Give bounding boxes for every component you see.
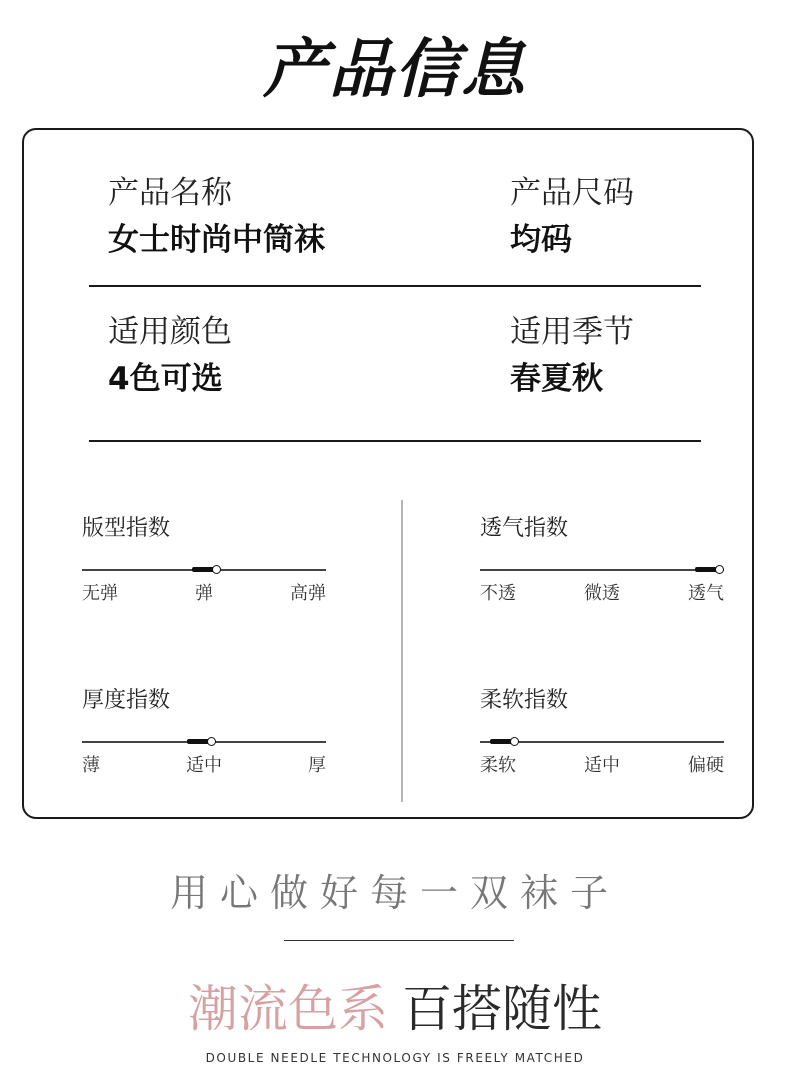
divider-line — [89, 285, 701, 287]
breathability-index — [480, 516, 730, 604]
thickness-index-title: 厚度指数 — [82, 688, 171, 713]
fit-index — [82, 516, 332, 604]
breathability-index-title: 透气指数 — [480, 516, 569, 541]
info-product-size — [510, 175, 634, 258]
slogan: 用心做好每一双袜子 — [169, 871, 620, 915]
scale-label-high: 偏硬 — [688, 755, 724, 776]
info-color — [108, 314, 232, 397]
fit-index-scale — [82, 579, 332, 604]
scale-label-mid: 适中 — [186, 755, 222, 776]
slogan-divider — [284, 940, 514, 941]
divider-line — [89, 440, 701, 442]
softness-index-title: 柔软指数 — [480, 688, 569, 713]
scale-label-mid: 微透 — [584, 583, 620, 604]
softness-index-track — [480, 741, 724, 743]
scale-label-low: 不透 — [480, 583, 516, 604]
scale-label-mid: 适中 — [584, 755, 620, 776]
softness-index-knob — [510, 737, 519, 746]
scale-label-high: 厚 — [308, 755, 326, 776]
scale-label-low: 柔软 — [480, 755, 516, 776]
thickness-index-knob — [207, 737, 216, 746]
thickness-index-scale — [82, 751, 332, 776]
softness-index-scale — [480, 751, 730, 776]
bottom-headline — [0, 982, 790, 1037]
fit-index-title: 版型指数 — [82, 516, 171, 541]
product-size-label: 产品尺码 — [510, 175, 634, 211]
headline-dark: 百搭随性 — [402, 980, 602, 1038]
breathability-index-knob — [715, 565, 724, 574]
breathability-index-track — [480, 569, 724, 571]
scale-label-high: 透气 — [688, 583, 724, 604]
softness-index — [480, 688, 730, 776]
product-name-value: 女士时尚中筒袜 — [108, 222, 325, 258]
vertical-divider — [401, 500, 403, 802]
page-title: 产品信息 — [263, 33, 527, 107]
scale-label-mid: 弹 — [195, 583, 213, 604]
english-tagline: DOUBLE NEEDLE TECHNOLOGY IS FREELY MATCHED — [205, 1051, 585, 1065]
thickness-index — [82, 688, 332, 776]
info-season — [510, 314, 634, 397]
thickness-index-track — [82, 741, 326, 743]
fit-index-track — [82, 569, 326, 571]
product-name-label: 产品名称 — [108, 175, 232, 211]
scale-label-low: 无弹 — [82, 583, 118, 604]
product-info-card — [22, 128, 754, 819]
season-label: 适用季节 — [510, 314, 634, 350]
info-product-name — [108, 175, 325, 258]
fit-index-knob — [212, 565, 221, 574]
color-label: 适用颜色 — [108, 314, 232, 350]
color-value: 4色可选 — [108, 361, 223, 397]
scale-label-low: 薄 — [82, 755, 100, 776]
season-value: 春夏秋 — [510, 361, 603, 397]
product-size-value: 均码 — [510, 222, 572, 258]
breathability-index-scale — [480, 579, 730, 604]
scale-label-high: 高弹 — [290, 583, 326, 604]
headline-pink: 潮流色系 — [188, 980, 388, 1038]
